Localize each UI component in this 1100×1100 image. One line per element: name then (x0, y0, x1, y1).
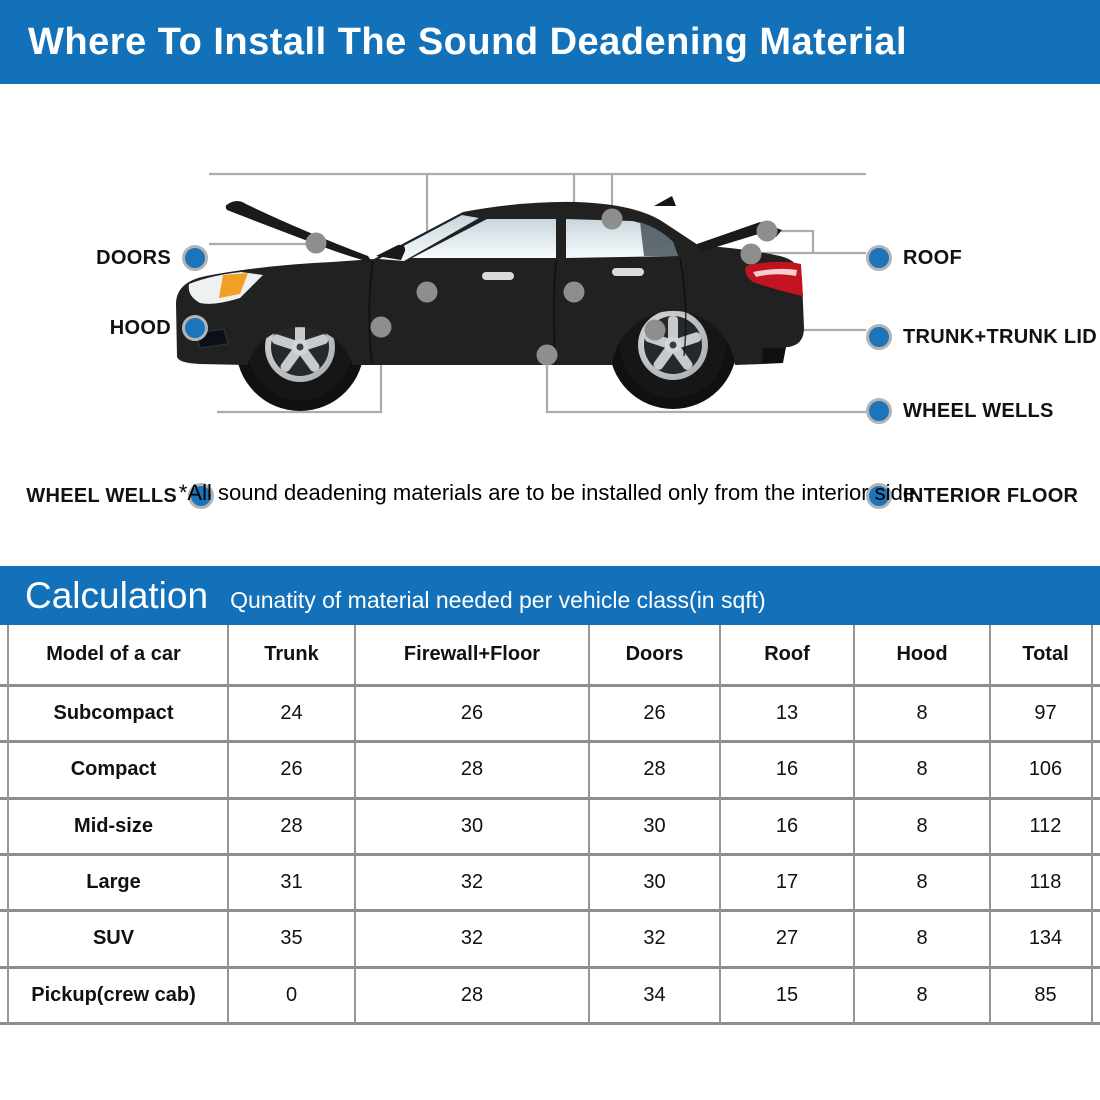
row-model: Large (0, 856, 229, 912)
col-header-firewall-floor: Firewall+Floor (356, 625, 590, 687)
label-wheel-wells-right (866, 398, 1054, 424)
label-trunk (866, 324, 1097, 350)
table-cell: 26 (356, 687, 590, 743)
table-cell: 30 (590, 856, 721, 912)
row-model: Mid-size (0, 800, 229, 856)
table-cell: 118 (991, 856, 1100, 912)
table-cell: 28 (229, 800, 356, 856)
roof-dot-icon (866, 245, 892, 271)
row-model: Subcompact (0, 687, 229, 743)
page-title: Where To Install The Sound Deadening Material (28, 20, 908, 63)
table-cell: 28 (356, 743, 590, 799)
col-header-total: Total (991, 625, 1100, 687)
row-model: Pickup(crew cab) (0, 969, 229, 1025)
table-cell: 112 (991, 800, 1100, 856)
table-cell: 8 (855, 743, 991, 799)
calculation-header (0, 566, 1100, 625)
calculation-title: Calculation (25, 575, 209, 616)
table-left-border (7, 625, 9, 1025)
table-cell: 32 (356, 856, 590, 912)
table-cell: 26 (229, 743, 356, 799)
table-cell: 28 (590, 743, 721, 799)
wheel-wells-right-dot-icon (866, 398, 892, 424)
table-cell: 17 (721, 856, 855, 912)
material-table (0, 625, 1100, 1025)
table-cell: 97 (991, 687, 1100, 743)
table-cell: 8 (855, 912, 991, 968)
hood-dot-icon (182, 315, 208, 341)
rear-door-handle (612, 268, 644, 276)
table-cell: 35 (229, 912, 356, 968)
label-interior-floor-text: INTERIOR FLOOR (903, 484, 1079, 507)
table-cell: 16 (721, 800, 855, 856)
table-cell: 34 (590, 969, 721, 1025)
table-cell: 32 (356, 912, 590, 968)
table-cell: 30 (590, 800, 721, 856)
rear-bumper-step (762, 347, 786, 364)
front-door-handle (482, 272, 514, 280)
row-model: SUV (0, 912, 229, 968)
col-header-roof: Roof (721, 625, 855, 687)
doors-dot-icon (182, 245, 208, 271)
car-install-diagram (0, 84, 1100, 524)
antenna-fin (654, 196, 676, 206)
table-cell: 32 (590, 912, 721, 968)
car-illustration (0, 84, 1100, 524)
trunk-dot-icon (866, 324, 892, 350)
table-cell: 27 (721, 912, 855, 968)
label-wheel-wells-left-text: WHEEL WELLS (26, 484, 177, 507)
table-cell: 85 (991, 969, 1100, 1025)
col-header-doors: Doors (590, 625, 721, 687)
label-trunk-text: TRUNK+TRUNK LID (903, 325, 1097, 348)
table-right-border (1091, 625, 1093, 1025)
top-banner (0, 0, 1100, 84)
table-cell: 8 (855, 856, 991, 912)
table-cell: 8 (855, 969, 991, 1025)
table-cell: 134 (991, 912, 1100, 968)
calculation-subtitle: Qunatity of material needed per vehicle class(in sqft) (230, 587, 766, 613)
label-hood (110, 315, 208, 341)
table-cell: 31 (229, 856, 356, 912)
label-doors (96, 245, 208, 271)
table-cell: 106 (991, 743, 1100, 799)
table-cell: 16 (721, 743, 855, 799)
label-roof-text: ROOF (903, 246, 962, 269)
label-wheel-wells-right-text: WHEEL WELLS (903, 399, 1054, 422)
label-doors-text: DOORS (96, 246, 171, 269)
table-cell: 8 (855, 687, 991, 743)
table-cell: 26 (590, 687, 721, 743)
table-cell: 8 (855, 800, 991, 856)
open-hood (226, 201, 373, 263)
col-header-trunk: Trunk (229, 625, 356, 687)
table-cell: 28 (356, 969, 590, 1025)
table-cell: 24 (229, 687, 356, 743)
label-hood-text: HOOD (109, 316, 171, 339)
table-cell: 13 (721, 687, 855, 743)
table-cell: 0 (229, 969, 356, 1025)
label-roof (866, 245, 962, 271)
install-note: *All sound deadening materials are to be installed only from the interior side. (178, 480, 922, 505)
col-header-hood: Hood (855, 625, 991, 687)
table-cell: 30 (356, 800, 590, 856)
row-model: Compact (0, 743, 229, 799)
col-header-model: Model of a car (0, 625, 229, 687)
table-cell: 15 (721, 969, 855, 1025)
